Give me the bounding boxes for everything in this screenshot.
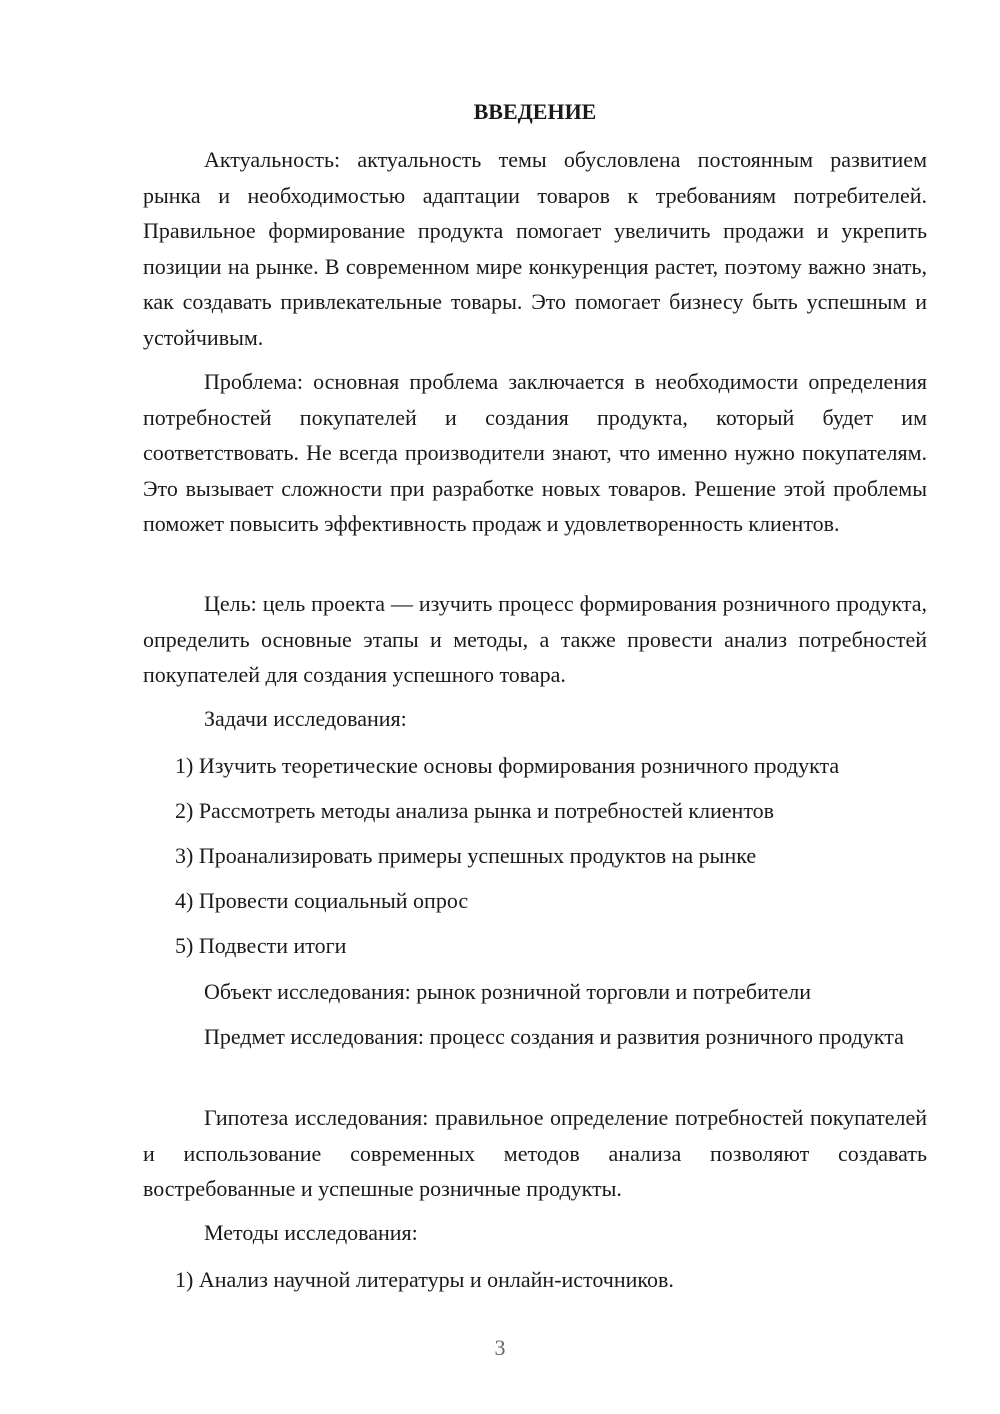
task-item-3: 3) Проанализировать примеры успешных продуктов на рынке <box>175 843 757 868</box>
relevance-paragraph: Актуальность: актуальность темы обусловлена постоянным развитием рынка и необходимостью адаптации товаров к требованиям потребителей. Правильное формирование продукта помогает увеличить продажи и укрепить позиции на рынке. В современном мире конкуренция растет, поэтому важно знать, как создавать привлекательные товары. Это помогает бизнесу быть успешным и устойчивым. <box>143 147 927 350</box>
problem-paragraph: Проблема: основная проблема заключается в необходимости определения потребностей покупателей и создания продукта, который будет им соответствовать. Не всегда производители знают, что именно нужно покупателям. Это вызывает сложности при разработке новых товаров. Решение этой проблемы поможет повысить эффективность продаж и удовлетворенность клиентов. <box>143 369 927 536</box>
task-item-5: 5) Подвести итоги <box>175 933 347 958</box>
section-heading: ВВЕДЕНИЕ <box>473 99 597 124</box>
method-item-1: 1) Анализ научной литературы и онлайн-источников. <box>175 1267 674 1292</box>
subject-paragraph: Предмет исследования: процесс создания и развития розничного продукта <box>204 1024 904 1049</box>
page-number: 3 <box>494 1335 506 1360</box>
object-paragraph: Объект исследования: рынок розничной торговли и потребители <box>204 979 812 1004</box>
task-item-2: 2) Рассмотреть методы анализа рынка и потребностей клиентов <box>175 798 775 823</box>
methods-title: Методы исследования: <box>204 1220 418 1245</box>
goal-paragraph: Цель: цель проекта — изучить процесс формирования розничного продукта, определить основные этапы и методы, а также провести анализ потребностей покупателей для создания успешного товара. <box>143 591 927 687</box>
task-item-4: 4) Провести социальный опрос <box>175 888 469 913</box>
tasks-title: Задачи исследования: <box>204 706 407 731</box>
hypothesis-paragraph: Гипотеза исследования: правильное определение потребностей покупателей и использование современных методов анализа позволяют создавать востребованные и успешные розничные продукты. <box>143 1105 927 1201</box>
task-item-1: 1) Изучить теоретические основы формирования розничного продукта <box>175 753 840 778</box>
